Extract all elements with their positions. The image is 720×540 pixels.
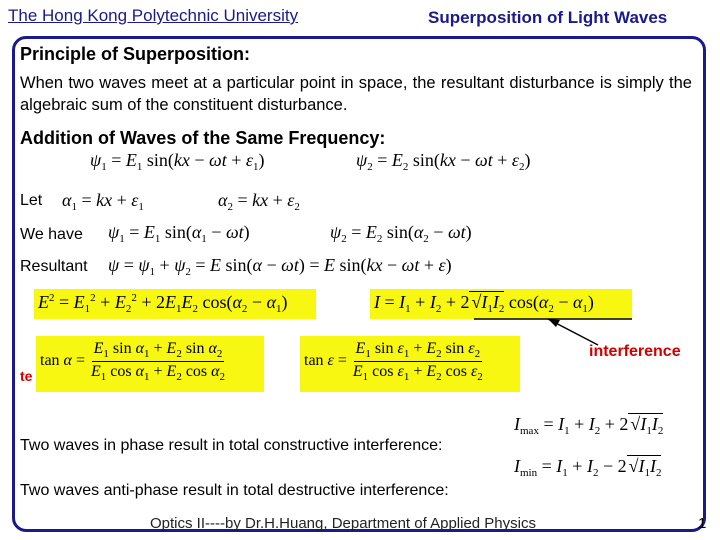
partial-text: te bbox=[20, 368, 33, 384]
resultant-label: Resultant bbox=[20, 258, 88, 275]
equation-resultant: $\psi = \psi_1 + \psi_2 = E$ sin(α − ωt) = E sin(kx − ωt + ε) bbox=[108, 255, 452, 278]
equation-imin: $I_{min} = I_1 + I_2 - 2$ $√I_1I_2$ bbox=[514, 456, 662, 479]
destructive-text: Two waves anti-phase result in total destructive interference: bbox=[20, 482, 449, 499]
equation-psi2: $\psi_2 = E_2$ $\sin(kx - \omega t + \varepsilon_2)$ bbox=[356, 150, 531, 173]
equation-psi1: $\psi_1 = E_1$ $\sin(kx - \omega t + \varepsilon_1)$ bbox=[90, 150, 265, 173]
equation-alpha2: $\alpha_2$ = kx + $\varepsilon_2$ bbox=[218, 190, 300, 213]
page-number: 1 bbox=[698, 515, 707, 532]
equation-intensity: $I = I_1 + I_2 + 2$ $√I_1I_2$ $\cos(\alpha_2 - \alpha_1)$ bbox=[374, 292, 594, 315]
university-name: The Hong Kong Polytechnic University bbox=[8, 6, 299, 25]
principle-heading: Principle of Superposition: bbox=[20, 44, 251, 64]
equation-amplitude: $E^2 = E_1^2 + E_2^2 + 2E_1E_2$ $\cos(\alpha_2 - \alpha_1)$ bbox=[38, 292, 288, 315]
equation-alpha1: $\alpha_1$ = kx + $\varepsilon_1$ bbox=[62, 190, 144, 213]
addition-heading: Addition of Waves of the Same Frequency: bbox=[20, 128, 386, 148]
equation-tan-alpha: tan α = $\frac{E_1 \sin \alpha_1 + E_2 \sin \alpha_2}{E_1 \cos \alpha_1 + E_2 \cos \alpha_2}$ bbox=[40, 340, 226, 383]
constructive-text: Two waves in phase result in total constructive interference: bbox=[20, 437, 443, 454]
let-label: Let bbox=[20, 192, 43, 209]
interference-label: interference bbox=[589, 343, 681, 360]
equation-tan-epsilon: tan ε = $\frac{E_1 \sin \varepsilon_1 + E_2 \sin \varepsilon_2}{E_1 \cos \varepsilon_1 + E_2 \cos \varepsilon_2}$ bbox=[304, 340, 483, 383]
equation-psi2-alpha: $\psi_2 = E_2$ $\sin(\alpha_2 - \omega t)$ bbox=[330, 222, 472, 245]
footer-credit: Optics II----by Dr.H.Huang, Department of Applied Physics bbox=[150, 515, 536, 532]
equation-psi1-alpha: $\psi_1 = E_1$ $\sin(\alpha_1 - \omega t)$ bbox=[108, 222, 250, 245]
principle-text: When two waves meet at a particular point in space, the resultant disturbance is simply the algebraic sum of the constituent disturbance. bbox=[20, 74, 692, 114]
equation-imax: $I_{max} = I_1 + I_2 + 2$ $√I_1I_2$ bbox=[514, 414, 664, 437]
slide-title: Superposition of Light Waves bbox=[428, 8, 668, 27]
we-have-label: We have bbox=[20, 226, 83, 243]
